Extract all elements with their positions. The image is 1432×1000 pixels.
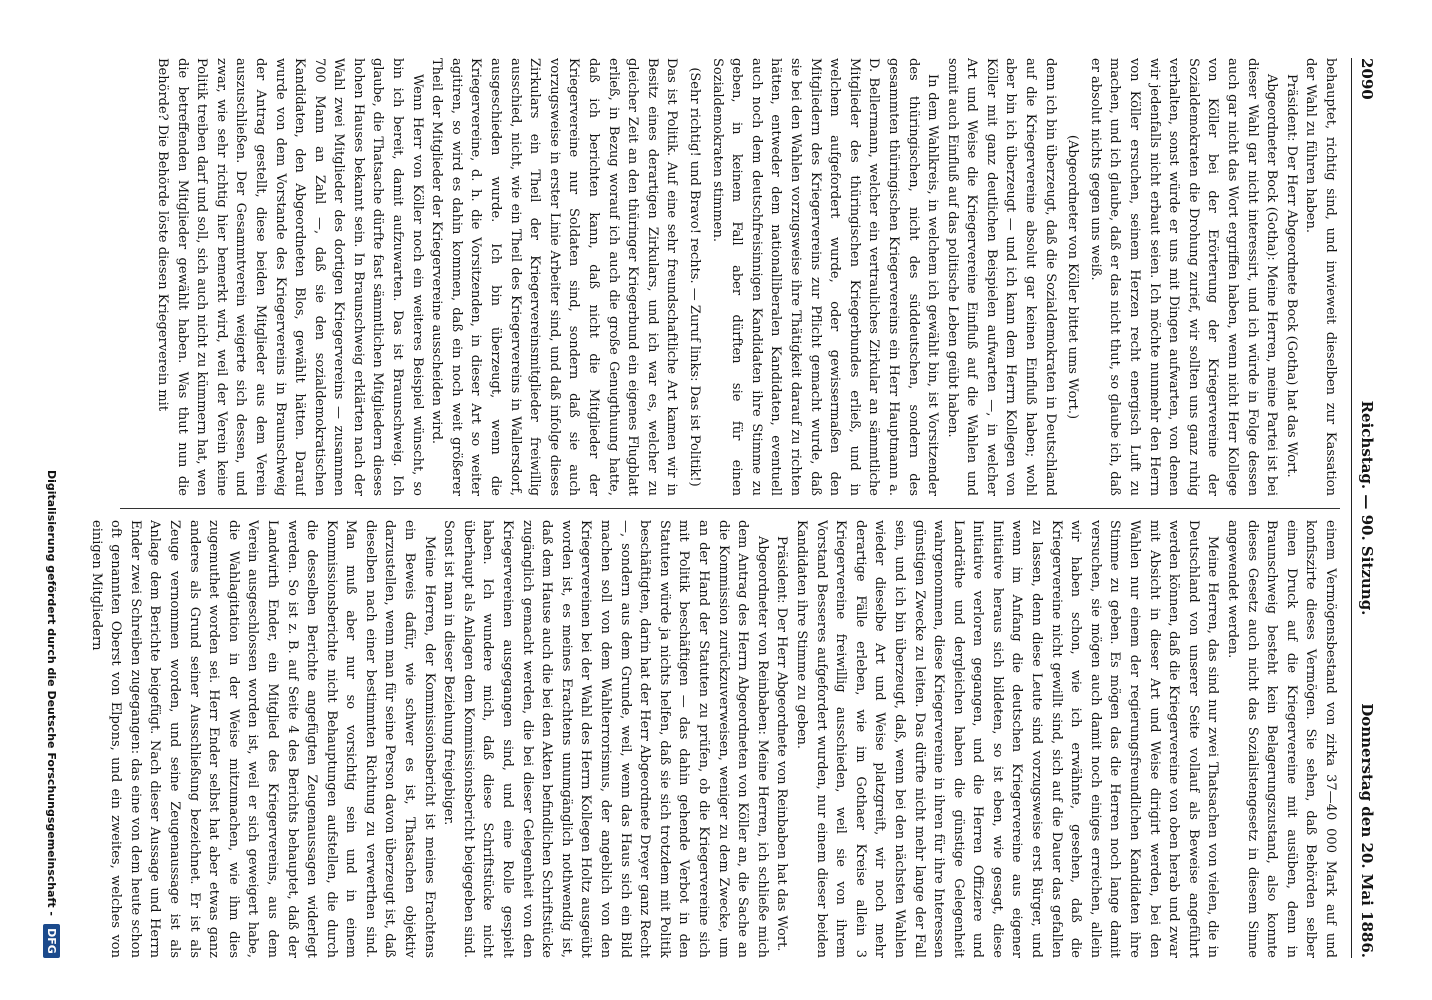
column-divider — [120, 508, 1340, 509]
page-number: 2090 — [1358, 58, 1376, 100]
paragraph: In dem Wahlkreis, in welchem ich gewählt bin, ist Vorsitzender des thüringischen, nicht des süddeutschen, sondern des gesammten thüringischen Kriegervereins ein Herr Hauptmann a. D. Bellermann, welcher ein vertrauliches Zirkular an sämmtliche Mitglieder des thüringischen Kriegerbundes erließ, und in welchem aufgefordert wurde, oder gewissermaßen den Mitgliedern des Kriegervereins zur Pflicht gemacht wurde, daß sie bei den Wahlen vorzugsweise ihre Thätigkeit darauf zu richten hätten, entweder dem nationalliberalen Kandidaten, eventuell auch noch dem deutschfreisinnigen Kandidaten ihre Stimme zu geben, in keinem Fall aber dürften sie für einen Sozialdemokraten stimmen. — [709, 58, 941, 496]
speaker-paragraph: Präsident: Der Herr Abgeordnete von Reinbaben hat das Wort. — [774, 536, 790, 952]
paragraph: behauptet, richtig sind, und inwieweit dieselben zur Kassation der Wahl zu führen haben. — [1303, 58, 1338, 496]
speaker-paragraph: Abgeordneter Bock (Gotha): Meine Herren, meine Partei ist bei dieser Wahl gar nicht interessirt, und ich würde in Folge dessen auch gar nicht das Wort ergriffen haben, wenn nicht Herr Kollege von Köller bei der Erörterung der Kriegervereine der Sozialdemokraten die Drohung zurief, wir sollten uns ganz ruhig verhalten, sonst würde er uns mit Dingen aufwarten, von denen wir jedenfalls nicht erbaut seien. Ich möchte nunmehr den Herrn von Köller ersuchen, seinem Herzen recht energisch Luft zu machen, und ich glaube, daß er das nicht thut, so glaube ich, daß er absolut nichts gegen uns weiß. — [1087, 58, 1280, 496]
paragraph: einem Vermögensbestand von zirka 37—40 000 Mark auf und konfiszirte dieses Vermögen. Sie sehen, daß Behörden selber einen Druck auf die Kriegervereine mit ausüben, denn in Braunschweig besteht kein Belagerungszustand, also konnte dieses Gesetz auch nicht das Sozialistengesetz in diesem Sinne angewendet werden. — [1225, 520, 1338, 958]
digitization-footer — [40, 58, 60, 958]
speaker-paragraph: Präsident: Der Herr Abgeordnete Bock (Gotha) hat das Wort. — [1283, 74, 1299, 478]
paragraph: Meine Herren, der Kommissionsbericht ist meines Erachtens ein Beweis dafür, wie schwer es ist, Thatsachen objektiv darzustellen, wenn man für seine Person davon überzeugt ist, daß dieselben nach einer bestimmten Richtung zu verwerthen sind. Man muß aber nur so vorsichtig sein und in einem Kommissionsberichte nicht Behauptungen aufstellen, die durch die desselben Berichte angefügten Zeugenaussagen widerlegt werden. So ist z. B. auf Seite 4 des Berichts behauptet, daß der Landwirth Ender, ein Mitglied des Kriegervereins, aus dem Verein ausgeschlossen worden ist, weil er sich geweigert habe, die Wahlagitation in der Weise mitzumachen, wie ihm dies zugemuthet worden sei. Herr Ender selbst hat aber etwas ganz anderes als Grund seiner Ausschließung bezeichnet. Er ist als Zeuge vernommen worden, und seine Zeugenaussage ist als Anlage dem Berichte beigefügt. Nach dieser Aussage und Herrn Ender zwei Schreiben zugegangen: das eine von dem heute schon oft genannten Oberst von Elpons, und ein zweites, welches von einigen Mitgliedern — [88, 520, 437, 958]
speaker-paragraph: Abgeordneter von Reinbaben: Meine Herren, ich schließe mich dem Antrag des Herrn Abgeordneten von Köller an, die Sache an die Kommission zurückzuverweisen, weniger zu dem Zwecke, um an der Hand der Statuten zu prüfen, ob die Kriegervereine sich mit Politik beschäftigen — das dahin gehende Verbot in den Statuten würde ja nichts helfen, daß sie sich trotzdem mit Politik beschäftigten, darin hat der Herr Abgeordnete Dreyer ganz Recht —, sondern aus dem Grunde, weil, wenn das Haus sich ein Bild machen soll von dem Wahlterrorismus, der angeblich von den Kriegervereinen bei der Wahl des Herrn Kollegen Holtz ausgeübt worden ist, es meines Erachtens unumgänglich nothwendig ist, daß dem Hause auch die bei den Akten befindlichen Schriftstücke zugänglich gemacht werden, die bei dieser Gelegenheit von den Kriegervereinen ausgegangen sind, und eine Rolle gespielt haben. Ich wundere mich, daß diese Schriftstücke nicht überhaupt als Anlagen dem Kommissionsbericht beigegeben sind. Sonst ist man in dieser Beziehung freigebiger. — [441, 520, 770, 958]
interjection: (Abgeordneter von Köller bittet ums Wort.) — [1065, 134, 1081, 420]
session-date: Donnerstag den 20. Mai 1886. — [1358, 703, 1376, 958]
page-header — [1351, 58, 1392, 958]
dfg-logo: DFG — [43, 924, 60, 958]
paragraph: denn ich bin überzeugt, daß die Sozialdemokraten in Deutschland auf die Kriegervereine absolut gar keinen Einfluß haben; wohl aber bin ich überzeugt — und ich kann dem Herrn Kollegen von Köller mit ganz deutlichen Beispielen aufwarten —, in welcher Art und Weise die Kriegervereine Einfluß auf die Wahlen und somit auch Einfluß auf das politische Leben geübt haben. — [944, 58, 1058, 496]
interjection: (Sehr richtig! und Bravo! rechts. — Zuruf links: Das ist Politik!) — [687, 67, 702, 487]
session-title: Reichstag. — 90. Sitzung. — [1358, 400, 1376, 616]
right-column — [80, 520, 1340, 958]
paragraph: Wenn Herr von Köller noch ein weiteres Beispiel wünscht, so bin ich bereit, damit aufzuwarten. Das ist Braunschweig. Ich glaube, die Thatsache dürfte fast sämmtlichen Mitgliedern dieses hohen Hauses bekannt sein. In Braunschweig erklärten nach der Wahl zwei Mitglieder des dortigen Kriegervereins — zusammen 700 Mann an Zahl —, daß sie den sozialdemokratischen Kandidaten, den Abgeordneten Blos, gewählt hätten. Darauf wurde von dem Vorstande des Kriegervereins in Braunschweig der Antrag gestellt, diese beiden Mitglieder aus dem Verein auszuschließen. Der Gesammtverein weigerte sich dessen, und zwar, wie sehr richtig hier bemerkt wird, weil der Verein keine Politik treiben darf und soll, sich auch nicht zu kümmern hat, wen die betreffenden Mitglieder gewählt haben. Was thut nun die Behörde? Die Behörde löste diesen Kriegerverein mit — [154, 58, 425, 496]
left-column — [80, 58, 1340, 496]
paragraph: Meine Herren, das sind nur zwei Thatsachen von vielen, die in Deutschland von unserer Seite vollauf als Beweise angeführt werden können, daß die Kriegervereine von oben herab und zwar mit Absicht in dieser Art und Weise dirigirt werden, bei den Wahlen nur einem der regierungsfreundlichen Kandidaten ihre Stimme zu geben. Es mögen das die Herren noch lange damit versuchen, sie mögen auch damit noch einiges erreichen, allein wir haben schon, wie ich erwähnte, gesehen, daß die Kriegervereine nicht gewillt sind, sich auf die Dauer das gefallen zu lassen, denn diese Leute sind vorzugsweise erst Bürger, und wenn im Anfang die deutschen Kriegervereine aus eigener Initiative heraus sich bildeten, so ist eben, wie gesagt, diese Initiative verloren gegangen, und die Herren Offiziere und Landräthe und dergleichen haben die günstige Gelegenheit wahrgenommen, diese Kriegervereine in ihren für ihre Interessen günstigen Zwecke zu leiten. Das dürfte nicht mehr lange der Fall sein, und ich bin überzeugt, daß, wenn bei den nächsten Wahlen wieder dieselbe Art und Weise platzgreift, wir noch mehr derartige Fälle erleben, wie im Gothaer Kreise allein 3 Kriegervereine freiwillig ausschieden, weil sie von ihrem Vorstand Besseres aufgefordert wurden, nur einem dieser beiden Kandidaten ihre Stimme zu geben. — [793, 520, 1221, 958]
paragraph: Das ist Politik. Auf eine sehr freundschaftliche Art kamen wir in Besitz eines derartigen Zirkulars, und ich war es, welcher zu gleicher Zeit an den thüringer Kriegerbund ein eigenes Flugblatt erließ, in Bezug worauf ich auch die große Genugthuung hatte, daß ich berichten kann, daß nicht die Mitglieder der Kriegervereine nur Soldaten sind, sondern daß sie auch vorzugsweise in erster Linie Arbeiter sind, und daß infolge dieses Zirkulars ein Theil der Kriegervereinsmitglieder freiwillig ausschied, nicht, wie ein Theil des Kriegervereins in Wallersdorf, ausgeschieden wurde. Ich bin überzeugt, wenn die Kriegervereine, d. h. die Vorsitzenden, in dieser Art so weiter agitiren, so wird es dahin kommen, daß ein noch weit größerer Theil der Mitglieder der Kriegervereine ausscheiden wird. — [429, 58, 680, 496]
dfg-credit: Digitalisierung gefördert durch die Deutsche Forschungsgemeinschaft - — [45, 469, 58, 916]
